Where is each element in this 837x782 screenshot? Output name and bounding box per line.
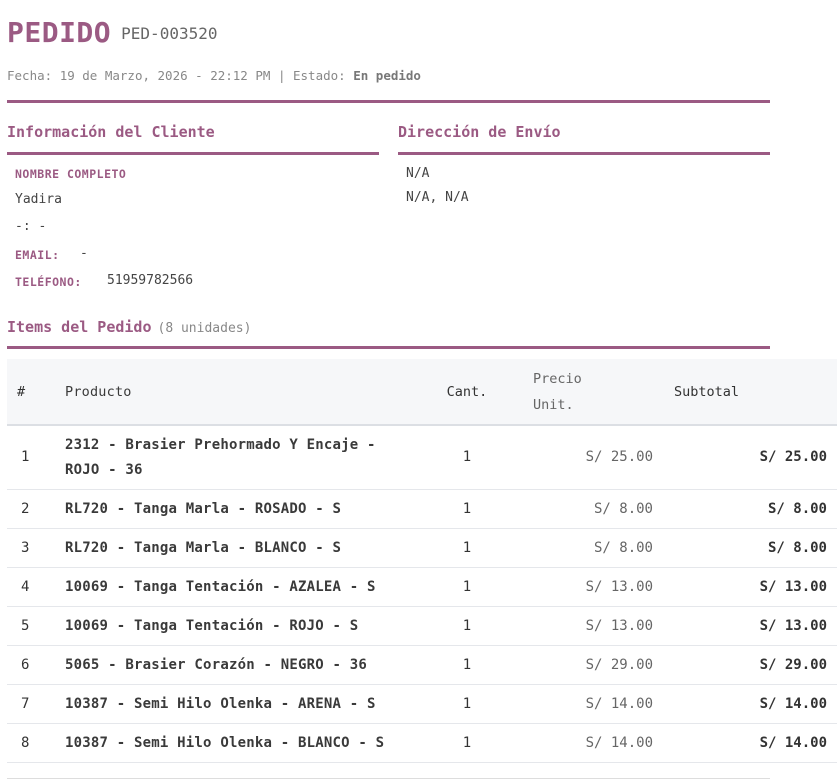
row-price: S/ 29.00 [507, 646, 653, 685]
shipping-heading: Dirección de Envío [398, 123, 561, 141]
shipping-line-2: N/A, N/A [406, 190, 469, 205]
column-product: Producto [65, 383, 132, 400]
row-product: 10387 - Semi Hilo Olenka - BLANCO - S [65, 724, 427, 763]
row-subtotal: S/ 13.00 [653, 568, 837, 607]
row-index: 3 [7, 529, 65, 568]
row-subtotal: S/ 14.00 [653, 724, 837, 763]
header-divider [7, 100, 770, 103]
row-product: 10069 - Tanga Tentación - AZALEA - S [65, 568, 427, 607]
column-price-line-2: Unit. [533, 396, 574, 413]
row-qty: 1 [427, 685, 507, 724]
row-price: S/ 25.00 [507, 425, 653, 490]
column-subtotal: Subtotal [674, 383, 740, 400]
table-row [7, 646, 837, 685]
items-table [7, 359, 837, 763]
row-price: S/ 13.00 [507, 607, 653, 646]
row-product-line-1: 2312 - Brasier Prehormado Y Encaje - [65, 436, 376, 453]
column-qty: Cant. [446, 383, 488, 400]
column-price [507, 359, 653, 425]
row-index: 5 [7, 607, 65, 646]
row-price: S/ 14.00 [507, 724, 653, 763]
row-index: 6 [7, 646, 65, 685]
row-subtotal: S/ 14.00 [653, 685, 837, 724]
document-line: -: - [15, 219, 47, 234]
table-row [7, 724, 837, 763]
row-product: RL720 - Tanga Marla - BLANCO - S [65, 529, 427, 568]
status-value: En pedido [353, 68, 421, 83]
column-index: # [17, 383, 26, 400]
row-index: 7 [7, 685, 65, 724]
email-value: - [80, 246, 88, 261]
table-row [7, 490, 837, 529]
footer-divider [7, 778, 770, 779]
row-index: 2 [7, 490, 65, 529]
row-qty: 1 [427, 425, 507, 490]
row-qty: 1 [427, 529, 507, 568]
name-label: NOMBRE COMPLETO [15, 167, 127, 181]
row-price: S/ 13.00 [507, 568, 653, 607]
shipping-divider [398, 152, 770, 155]
status-label: Estado: [293, 68, 346, 83]
row-price: S/ 14.00 [507, 685, 653, 724]
items-divider [7, 346, 770, 349]
order-meta [7, 68, 421, 83]
column-price-line-1: Precio [533, 370, 582, 387]
items-heading-row [7, 318, 251, 336]
table-header-row [7, 359, 837, 425]
row-product [65, 425, 427, 490]
row-product: 10069 - Tanga Tentación - ROJO - S [65, 607, 427, 646]
customer-divider [7, 152, 379, 155]
row-qty: 1 [427, 490, 507, 529]
row-product-line-2: ROJO - 36 [65, 461, 143, 478]
meta-separator: | [277, 68, 286, 83]
row-subtotal: S/ 29.00 [653, 646, 837, 685]
row-qty: 1 [427, 724, 507, 763]
customer-heading: Información del Cliente [7, 123, 215, 141]
table-row [7, 685, 837, 724]
order-number: PED-003520 [121, 24, 218, 43]
title-row [7, 16, 217, 49]
row-qty: 1 [427, 568, 507, 607]
table-row [7, 425, 837, 490]
name-value: Yadira [15, 192, 62, 207]
row-subtotal: S/ 25.00 [653, 425, 837, 490]
page-title: PEDIDO [7, 16, 112, 49]
row-product: 5065 - Brasier Corazón - NEGRO - 36 [65, 646, 427, 685]
table-row [7, 529, 837, 568]
row-price: S/ 8.00 [507, 490, 653, 529]
row-subtotal: S/ 8.00 [653, 490, 837, 529]
date-label: Fecha: [7, 68, 53, 83]
date-value: 19 de Marzo, 2026 - 22:12 PM [59, 68, 271, 83]
row-subtotal: S/ 8.00 [653, 529, 837, 568]
row-price: S/ 8.00 [507, 529, 653, 568]
email-label: EMAIL: [15, 248, 60, 262]
row-index: 8 [7, 724, 65, 763]
row-qty: 1 [427, 646, 507, 685]
items-heading: Items del Pedido [7, 318, 152, 336]
table-row [7, 607, 837, 646]
shipping-line-1: N/A [406, 166, 430, 181]
table-row [7, 568, 837, 607]
row-index: 1 [7, 425, 65, 490]
row-index: 4 [7, 568, 65, 607]
row-product: 10387 - Semi Hilo Olenka - ARENA - S [65, 685, 427, 724]
row-subtotal: S/ 13.00 [653, 607, 837, 646]
phone-value: 51959782566 [107, 273, 194, 288]
phone-label: TELÉFONO: [15, 275, 82, 289]
items-count: (8 unidades) [157, 321, 252, 336]
row-product: RL720 - Tanga Marla - ROSADO - S [65, 490, 427, 529]
row-qty: 1 [427, 607, 507, 646]
